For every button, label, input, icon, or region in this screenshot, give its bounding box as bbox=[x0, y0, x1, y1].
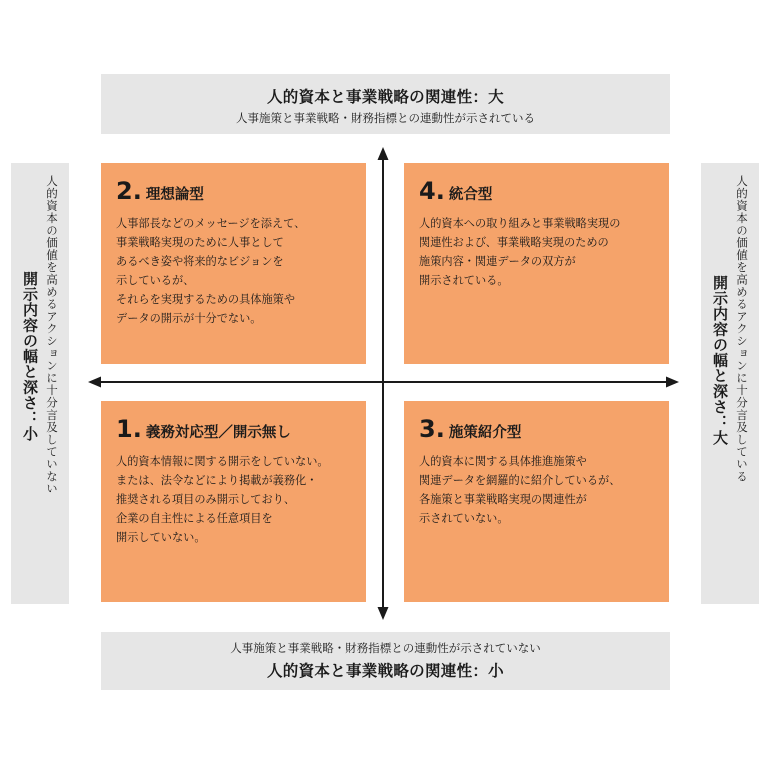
arrow-left-icon bbox=[88, 377, 101, 388]
quadrant-text-line: それらを実現するための具体施策や bbox=[116, 293, 296, 306]
quadrant-text-line: 事業戦略実現のために人事として bbox=[116, 236, 284, 249]
quadrant-number: 4. bbox=[419, 177, 445, 205]
left-band-title: 開示内容の幅と深さ：小 bbox=[21, 271, 39, 442]
right-band-subtitle: 人的資本の価値を高めるアクションに十分言及している bbox=[735, 175, 749, 483]
quadrant-title: 施策紹介型 bbox=[448, 425, 522, 441]
top-band-subtitle: 人事施策と事業戦略・財務指標との連動性が示されている bbox=[236, 111, 535, 125]
quadrant-number: 2. bbox=[116, 177, 142, 205]
quadrant-text-line: 関連データを網羅的に紹介しているが、 bbox=[419, 474, 621, 487]
quadrant-text-line: データの開示が十分でない。 bbox=[116, 312, 262, 325]
bottom-band-title: 人的資本と事業戦略の関連性：小 bbox=[266, 662, 504, 680]
quadrant-number: 1. bbox=[116, 415, 142, 443]
quadrant-text-line: 開示していない。 bbox=[116, 531, 206, 544]
quadrant-text-line: または、法令などにより掲載が義務化・ bbox=[116, 474, 318, 487]
quadrant-text-line: 各施策と事業戦略実現の関連性が bbox=[419, 493, 587, 506]
quadrant-title: 統合型 bbox=[448, 187, 493, 203]
quadrant-text-line: あるべき姿や将来的なビジョンを bbox=[116, 255, 284, 268]
quadrant-text-line: 企業の自主性による任意項目を bbox=[116, 512, 273, 525]
quadrant-text-line: 示しているが、 bbox=[116, 274, 195, 287]
top-band-title: 人的資本と事業戦略の関連性：大 bbox=[266, 88, 504, 106]
arrow-up-icon bbox=[378, 147, 389, 160]
quadrant-text-line: 人事部長などのメッセージを添えて、 bbox=[116, 217, 306, 230]
quadrant-title: 理想論型 bbox=[145, 187, 204, 203]
quadrant-text-line: 関連性および、事業戦略実現のための bbox=[419, 236, 609, 249]
quadrant-text-line: 開示されている。 bbox=[419, 274, 509, 287]
quadrant-title: 義務対応型／開示無し bbox=[145, 425, 291, 441]
vertical-axis-arrow bbox=[378, 147, 389, 620]
quadrant-text-line: 人的資本への取り組みと事業戦略実現の bbox=[419, 217, 621, 230]
bottom-axis-label-low-relevance bbox=[101, 632, 670, 690]
quadrant-text-line: 人的資本に関する具体推進施策や bbox=[419, 455, 587, 468]
bottom-band-subtitle: 人事施策と事業戦略・財務指標との連動性が示されていない bbox=[230, 641, 541, 655]
right-band-title: 開示内容の幅と深さ：大 bbox=[711, 275, 729, 446]
arrow-down-icon bbox=[378, 607, 389, 620]
quadrant-text-line: 人的資本情報に関する開示をしていない。 bbox=[116, 455, 329, 468]
left-band-subtitle: 人的資本の価値を高めるアクションに十分言及していない bbox=[45, 175, 59, 495]
quadrant-text-line: 示されていない。 bbox=[419, 512, 509, 525]
quadrant-number: 3. bbox=[419, 415, 445, 443]
quadrant-text-line: 施策内容・関連データの双方が bbox=[419, 255, 576, 268]
quadrant-text-line: 推奨される項目のみ開示しており、 bbox=[116, 493, 296, 506]
arrow-right-icon bbox=[666, 377, 679, 388]
